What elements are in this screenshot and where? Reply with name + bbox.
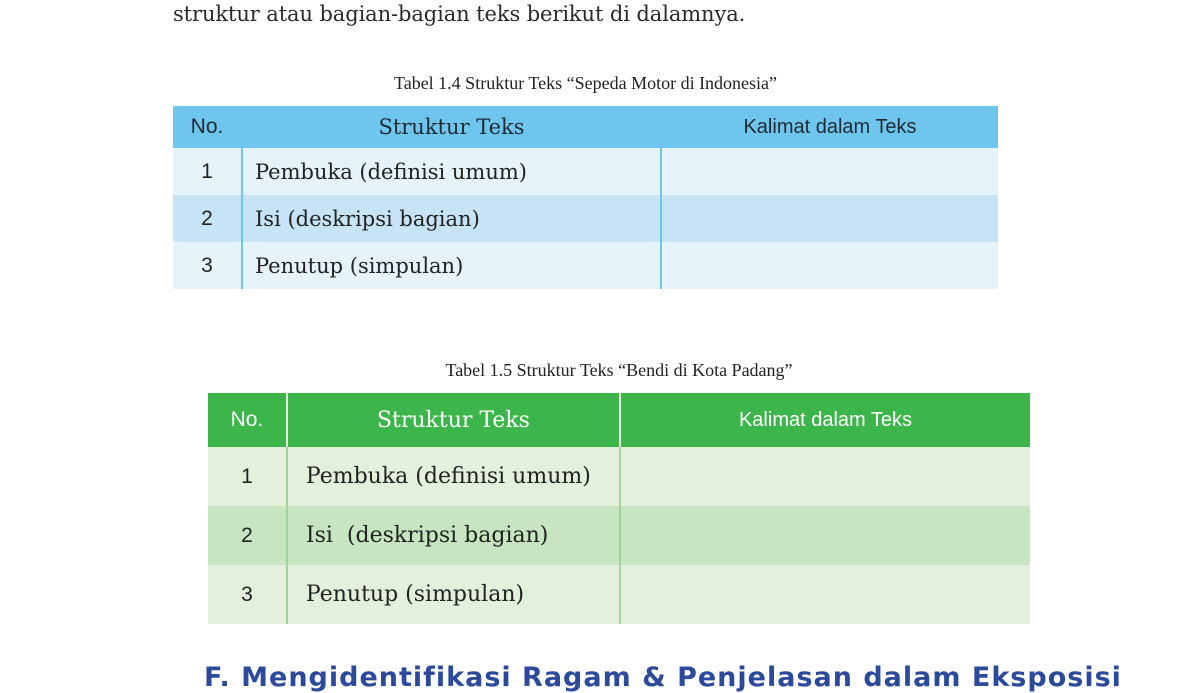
intro-paragraph: struktur atau bagian-bagian teks berikut di dalamnya. <box>173 2 746 26</box>
header-kalimat: Kalimat dalam Teks <box>620 393 1030 447</box>
table-row <box>208 506 1030 565</box>
cell-struktur: Pembuka (definisi umum) <box>287 447 620 506</box>
cell-struktur: Penutup (simpulan) <box>242 242 661 289</box>
table1-caption: Tabel 1.4 Struktur Teks “Sepeda Motor di Indonesia” <box>393 73 778 93</box>
cell-kalimat[interactable] <box>620 447 1030 506</box>
cell-kalimat[interactable] <box>661 195 998 242</box>
table-row <box>173 148 998 195</box>
cell-no: 2 <box>208 506 287 565</box>
cell-kalimat[interactable] <box>620 565 1030 624</box>
cell-struktur: Isi (deskripsi bagian) <box>242 195 661 242</box>
header-kalimat: Kalimat dalam Teks <box>661 106 998 148</box>
cell-no: 3 <box>173 242 242 289</box>
cell-kalimat[interactable] <box>661 148 998 195</box>
table-row <box>208 447 1030 506</box>
cell-struktur: Penutup (simpulan) <box>287 565 620 624</box>
table-row <box>173 242 998 289</box>
table-row <box>208 565 1030 624</box>
header-struktur: Struktur Teks <box>287 393 620 447</box>
cell-struktur: Pembuka (definisi umum) <box>242 148 661 195</box>
cell-struktur: Isi (deskripsi bagian) <box>287 506 620 565</box>
table-header-row <box>173 106 998 148</box>
cell-no: 1 <box>173 148 242 195</box>
cell-no: 3 <box>208 565 287 624</box>
cell-kalimat[interactable] <box>661 242 998 289</box>
table2-caption: Tabel 1.5 Struktur Teks “Bendi di Kota Padang” <box>445 360 793 380</box>
header-no: No. <box>208 393 287 447</box>
table-header-row <box>208 393 1030 447</box>
header-struktur: Struktur Teks <box>242 106 661 148</box>
table-struktur-bendi <box>208 393 1030 624</box>
cell-no: 2 <box>173 195 242 242</box>
table-row <box>173 195 998 242</box>
cell-kalimat[interactable] <box>620 506 1030 565</box>
table-struktur-sepeda-motor <box>173 106 998 289</box>
header-no: No. <box>173 106 242 148</box>
cell-no: 1 <box>208 447 287 506</box>
next-section-heading: F. Mengidentifikasi Ragam & Penjelasan dalam Eksposisi <box>204 662 1122 693</box>
